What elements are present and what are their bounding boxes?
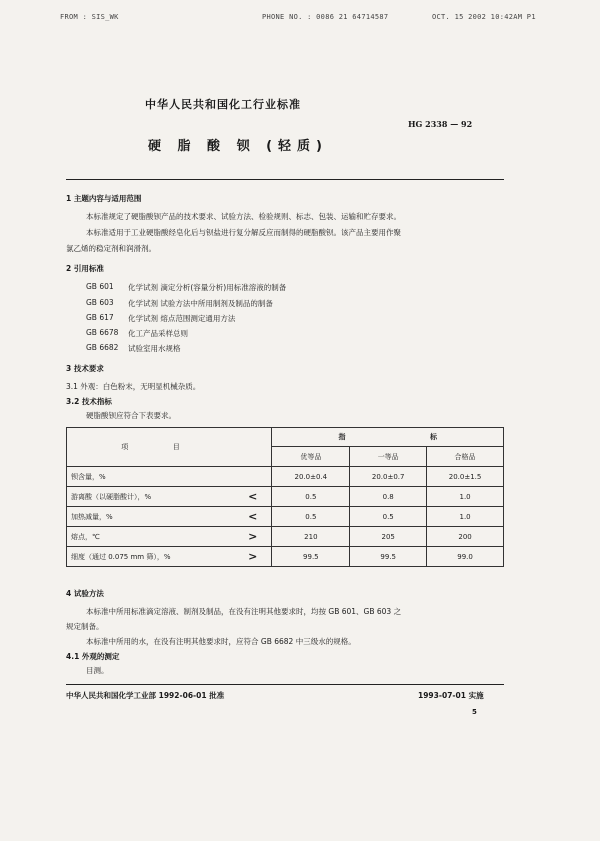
document-title: 硬 脂 酸 钡 (轻质) (148, 139, 328, 154)
row-value: 99.0 (427, 547, 504, 567)
limit-header (234, 428, 272, 467)
row-limit (234, 467, 272, 487)
index-header (272, 428, 504, 447)
row-item: 加热减量，% (67, 507, 235, 527)
row-item: 细度（通过 0.075 mm 筛），% (67, 547, 235, 567)
row-value: 0.8 (350, 487, 427, 507)
row-value: 1.0 (427, 507, 504, 527)
ref-title: 试验室用水规格 (128, 344, 181, 353)
effective-date: 1993-07-01 实施 (418, 691, 484, 700)
item-header (67, 428, 235, 467)
page-number: 5 (472, 708, 477, 716)
row-value: 210 (272, 527, 350, 547)
footer-rule (66, 684, 504, 685)
section1-para1: 本标准规定了硬脂酸钡产品的技术要求、试验方法、检验规则、标志、包装、运输和贮存要求。 (86, 212, 401, 221)
row-item: 熔点，℃ (67, 527, 235, 547)
section4-1-heading: 4.1 外观的测定 (66, 652, 120, 661)
table-row (67, 487, 504, 507)
row-value: 0.5 (272, 487, 350, 507)
section3-heading: 3 技术要求 (66, 364, 104, 373)
section1-para2-line1: 本标准适用于工业硬脂酸经皂化后与钡盐进行复分解反应而制得的硬脂酸钡。该产品主要用作聚 (86, 228, 401, 237)
ref-code: GB 603 (86, 298, 114, 307)
section4-para2: 本标准中所用的水，在没有注明其他要求时，应符合 GB 6682 中三级水的规格。 (86, 637, 356, 646)
item-header-b: 目 (172, 443, 180, 451)
row-value: 20.0±0.7 (350, 467, 427, 487)
grade-header: 合格品 (427, 447, 504, 467)
row-item: 钡含量，% (67, 467, 235, 487)
row-limit: > (234, 527, 272, 547)
section4-para1-line1: 本标准中所用标准滴定溶液、制剂及制品，在没有注明其他要求时，均按 GB 601、GB 603 之 (86, 607, 402, 616)
spec-table (66, 427, 504, 567)
ref-title: 化学试剂 熔点范围测定通用方法 (128, 314, 236, 323)
section4-1-text: 目测。 (86, 666, 109, 675)
section4-heading: 4 试验方法 (66, 589, 104, 598)
standard-org: 中华人民共和国化工行业标准 (145, 98, 301, 111)
table-row (67, 467, 504, 487)
row-value: 205 (350, 527, 427, 547)
ref-code: GB 6682 (86, 343, 119, 352)
approval-date: 中华人民共和国化学工业部 1992-06-01 批准 (66, 691, 225, 700)
ref-code: GB 6678 (86, 328, 119, 337)
ref-code: GB 601 (86, 282, 114, 291)
ref-title: 化学试剂 试验方法中所用制剂及制品的制备 (128, 299, 273, 308)
ref-title: 化学试剂 滴定分析(容量分析)用标准溶液的制备 (128, 283, 287, 292)
row-item: 游离酸（以硬脂酸计），% (67, 487, 235, 507)
fax-date: OCT. 15 2002 10:42AM P1 (432, 13, 536, 21)
row-limit: > (234, 547, 272, 567)
section1-para2-line2: 氯乙烯的稳定剂和润滑剂。 (66, 244, 156, 253)
section3-2-text: 硬脂酸钡应符合下表要求。 (86, 411, 176, 420)
row-value: 1.0 (427, 487, 504, 507)
row-value: 99.5 (350, 547, 427, 567)
index-header-b: 标 (429, 433, 437, 441)
row-value: 20.0±1.5 (427, 467, 504, 487)
table-row (67, 527, 504, 547)
standard-code: HG 2338 — 92 (408, 119, 473, 129)
header-rule (66, 179, 504, 180)
section4-para1-line2: 规定制备。 (66, 622, 104, 631)
table-header-row (67, 428, 504, 447)
row-value: 99.5 (272, 547, 350, 567)
grade-header: 一等品 (350, 447, 427, 467)
fax-from: FROM : SIS_WK (60, 13, 119, 21)
section2-heading: 2 引用标准 (66, 264, 104, 273)
section3-1: 3.1 外观：白色粉末，无明显机械杂质。 (66, 382, 201, 391)
grade-header: 优等品 (272, 447, 350, 467)
ref-title: 化工产品采样总则 (128, 329, 188, 338)
row-value: 0.5 (272, 507, 350, 527)
row-limit: < (234, 487, 272, 507)
row-value: 20.0±0.4 (272, 467, 350, 487)
index-header-a: 指 (338, 433, 346, 441)
row-value: 0.5 (350, 507, 427, 527)
fax-phone: PHONE NO. : 0086 21 64714587 (262, 13, 389, 21)
item-header-a: 项 (121, 443, 129, 451)
section1-heading: 1 主题内容与适用范围 (66, 194, 142, 203)
row-limit: < (234, 507, 272, 527)
table-row (67, 507, 504, 527)
section3-2-heading: 3.2 技术指标 (66, 397, 112, 406)
ref-code: GB 617 (86, 313, 114, 322)
table-row (67, 547, 504, 567)
row-value: 200 (427, 527, 504, 547)
